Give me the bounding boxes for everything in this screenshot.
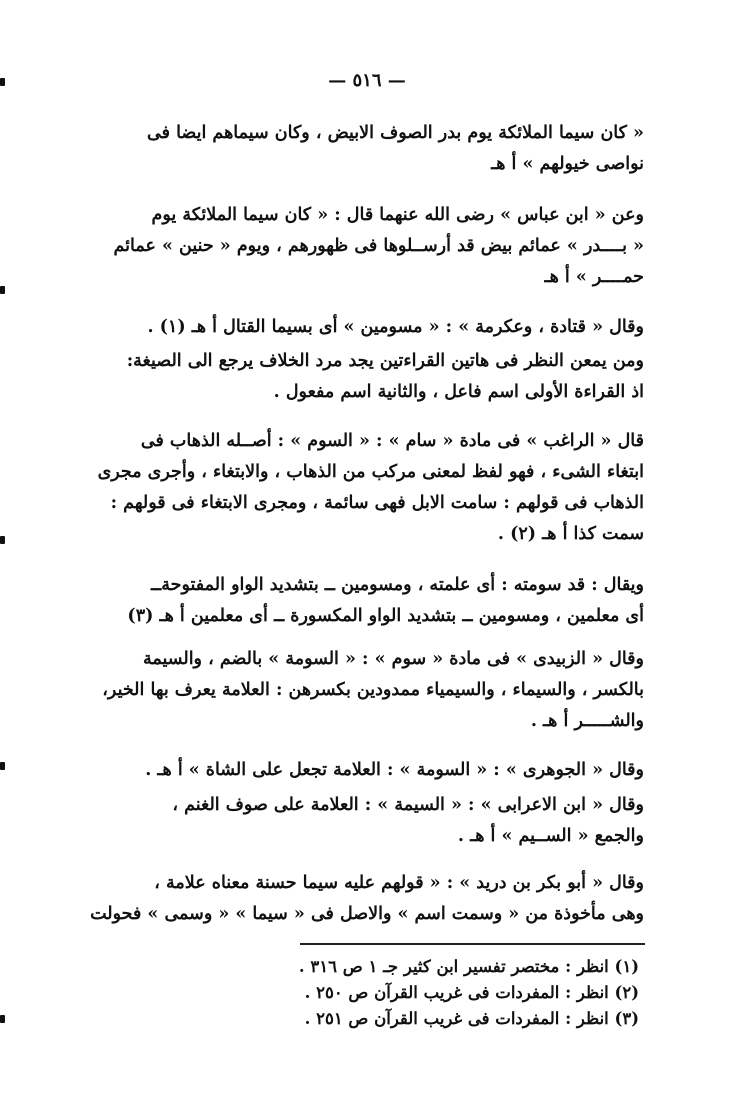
text-line: ابتغاء الشىء ، فهو لفظ لمعنى مركب من الذهاب ، والابتغاء ، وأجرى مجرى <box>97 462 644 482</box>
text-line: نواصى خيولهم » أ هـ <box>491 154 644 174</box>
text-line: بالكسر ، والسيماء ، والسيمياء ممدودين بكسرهن : العلامة يعرف بها الخير، <box>102 680 644 700</box>
paragraph-6 <box>88 570 644 632</box>
text-line: وقال « الجوهرى » : « السومة » : العلامة تجعل على الشاة » أ هـ . <box>145 760 644 780</box>
text-line: سمت كذا أ هـ (٢) . <box>497 524 644 544</box>
text-line: قال « الراغب » فى مادة « سام » : « السوم » : أصــله الذهاب فى <box>140 431 644 451</box>
text-line: والشـــــر أ هـ . <box>530 711 644 731</box>
paragraph-10 <box>88 868 644 930</box>
text-line: وهى مأخوذة من « وسمت اسم » والاصل فى « سيما » « وسمى » فحولت <box>90 904 644 924</box>
paragraph-7 <box>88 644 644 737</box>
text-line: ويقال : قد سومته : أى علمته ، ومسومين ــ بتشديد الواو المفتوحةــ <box>151 575 644 595</box>
scan-edge-mark <box>0 536 5 544</box>
page-number: — ٥١٦ — <box>328 70 406 91</box>
paragraph-1 <box>88 118 644 180</box>
text-line: وقال « ابن الاعرابى » : « السيمة » : العلامة على صوف الغنم ، <box>172 795 644 815</box>
text-line: وقال « الزبيدى » فى مادة « سوم » : « السومة » بالضم ، والسيمة <box>142 649 644 669</box>
scan-edge-mark <box>0 78 5 86</box>
footnote-2: (٢) انظر : المفردات فى غريب القرآن ص ٢٥٠ . <box>304 983 639 1002</box>
paragraph-8 <box>88 755 644 786</box>
paragraph-4 <box>88 346 644 408</box>
footnote-3: (٣) انظر : المفردات فى غريب القرآن ص ٢٥١ . <box>304 1009 639 1028</box>
paragraph-3 <box>88 312 644 343</box>
scan-edge-mark <box>0 762 5 770</box>
text-line: وقال « قتادة ، وعكرمة » : « مسومين » أى بسيما القتال أ هـ (١) . <box>147 317 644 337</box>
text-line: وعن « ابن عباس » رضى الله عنهما قال : « كان سيما الملائكة يوم <box>151 205 644 225</box>
footnote-1: (١) انظر : مختصر تفسير ابن كثير جـ ١ ص ٣١٦ . <box>298 957 639 976</box>
text-line: « كان سيما الملائكة يوم بدر الصوف الابيض ، وكان سيماهم ايضا فى <box>147 123 644 143</box>
paragraph-5 <box>88 426 644 550</box>
paragraph-2 <box>88 200 644 293</box>
text-line: الذهاب فى قولهم : سامت الابل فهى سائمة ، ومجرى الابتغاء فى قولهم : <box>110 493 644 513</box>
footnote-separator <box>300 943 645 945</box>
text-line: « بــــدر » عمائم بيض قد أرســلوها فى ظهورهم ، ويوم « حنين » عمائم <box>113 236 644 256</box>
text-line: اذ القراءة الأولى اسم فاعل ، والثانية اسم مفعول . <box>273 382 644 402</box>
text-line: وقال « أبو بكر بن دريد » : « قولهم عليه سيما حسنة معناه علامة ، <box>154 873 644 893</box>
scan-edge-mark <box>0 286 5 294</box>
text-line: أى معلمين ، ومسومين ــ بتشديد الواو المكسورة ــ أى معلمين أ هـ (٣) <box>127 606 644 626</box>
text-line: ومن يمعن النظر فى هاتين القراءتين يجد مرد الخلاف يرجع الى الصيغة: <box>126 351 644 371</box>
scan-edge-mark <box>0 1015 5 1023</box>
text-line: حمــــر » أ هـ <box>544 267 644 287</box>
paragraph-9 <box>88 790 644 852</box>
text-line: والجمع « الســيم » أ هـ . <box>457 826 644 846</box>
